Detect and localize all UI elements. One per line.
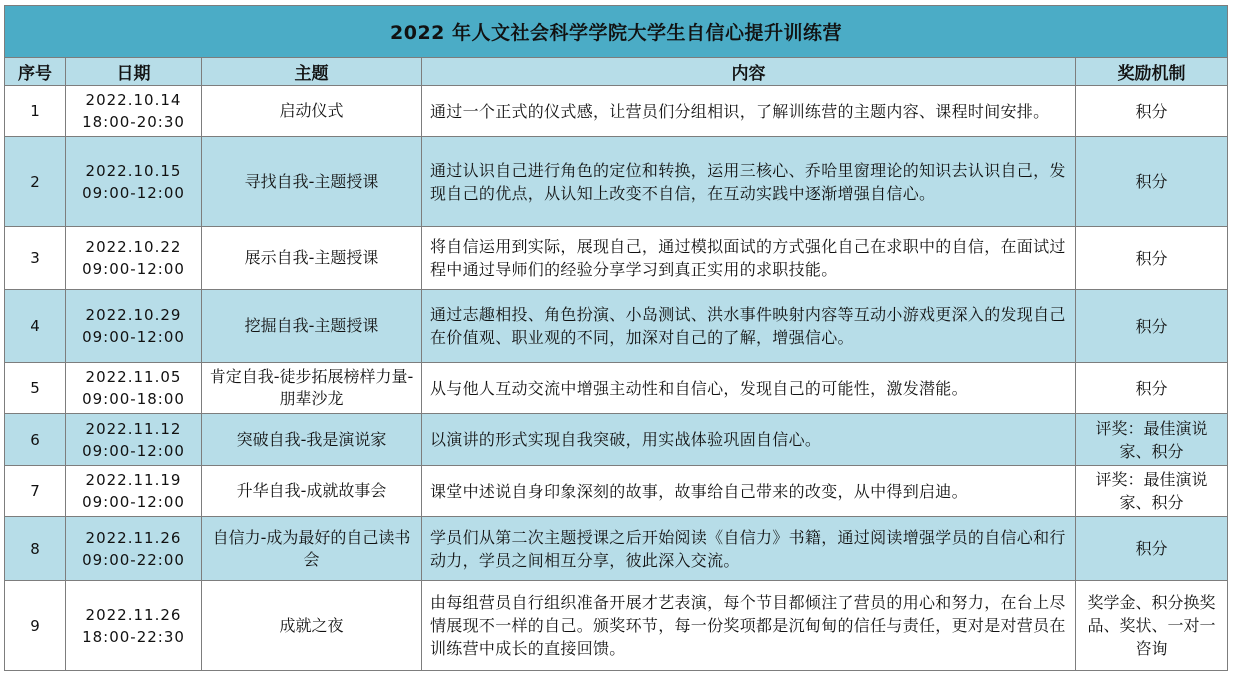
cell-content: 将自信运用到实际，展现自己，通过模拟面试的方式强化自己在求职中的自信，在面试过程中通过导师们的经验分享学习到真正实用的求职技能。: [422, 227, 1076, 290]
cell-reward: 积分: [1076, 86, 1228, 137]
cell-reward: 积分: [1076, 363, 1228, 414]
table-row: [5, 86, 1228, 137]
cell-date: [66, 227, 202, 290]
date-text: 2022.10.22: [85, 238, 182, 256]
cell-date: [66, 414, 202, 466]
cell-reward: 奖学金、积分换奖品、奖状、一对一咨询: [1076, 581, 1228, 671]
header-row: [5, 58, 1228, 86]
cell-topic: 升华自我-成就故事会: [202, 466, 422, 517]
date-text: 2022.10.14: [85, 91, 182, 109]
cell-content: 学员们从第二次主题授课之后开始阅读《自信力》书籍，通过阅读增强学员的自信心和行动力，学员之间相互分享，彼此深入交流。: [422, 517, 1076, 581]
cell-reward: 评奖：最佳演说家、积分: [1076, 414, 1228, 466]
date-text: 2022.11.26: [85, 528, 182, 547]
cell-topic: 自信力-成为最好的自己读书会: [202, 517, 422, 581]
schedule-table: [4, 5, 1228, 671]
date-text: 2022.10.29: [85, 306, 182, 324]
time-text: 09:00-12:00: [82, 493, 185, 511]
cell-reward: 积分: [1076, 290, 1228, 363]
table-title: 2022 年人文社会科学学院大学生自信心提升训练营: [5, 6, 1228, 58]
time-text: 18:00-20:30: [82, 113, 185, 131]
cell-topic: 启动仪式: [202, 86, 422, 137]
date-text: 2022.11.19: [85, 471, 182, 489]
cell-topic: 肯定自我-徒步拓展榜样力量-朋辈沙龙: [202, 363, 422, 414]
header-no: 序号: [5, 58, 66, 86]
table-row: [5, 414, 1228, 466]
cell-no: 7: [5, 466, 66, 517]
cell-content: 通过认识自己进行角色的定位和转换，运用三核心、乔哈里窗理论的知识去认识自己，发现自己的优点，从认知上改变不自信，在互动实践中逐渐增强自信心。: [422, 137, 1076, 227]
time-text: 09:00-12:00: [82, 183, 185, 202]
table-row: [5, 137, 1228, 227]
schedule-sheet: [4, 5, 1227, 671]
cell-reward: 积分: [1076, 137, 1228, 227]
table-row: [5, 466, 1228, 517]
cell-no: 9: [5, 581, 66, 671]
table-row: [5, 581, 1228, 671]
header-date: 日期: [66, 58, 202, 86]
cell-date: [66, 581, 202, 671]
date-text: 2022.11.12: [85, 419, 182, 438]
cell-reward: 积分: [1076, 517, 1228, 581]
header-reward: 奖励机制: [1076, 58, 1228, 86]
cell-topic: 挖掘自我-主题授课: [202, 290, 422, 363]
cell-no: 4: [5, 290, 66, 363]
cell-date: [66, 290, 202, 363]
cell-no: 6: [5, 414, 66, 466]
table-row: [5, 363, 1228, 414]
date-text: 2022.11.26: [85, 605, 182, 624]
cell-topic: 展示自我-主题授课: [202, 227, 422, 290]
time-text: 09:00-12:00: [82, 441, 185, 460]
cell-topic: 突破自我-我是演说家: [202, 414, 422, 466]
table-row: [5, 227, 1228, 290]
cell-date: [66, 517, 202, 581]
date-text: 2022.10.15: [85, 161, 182, 180]
table-row: [5, 517, 1228, 581]
cell-content: 通过一个正式的仪式感，让营员们分组相识，了解训练营的主题内容、课程时间安排。: [422, 86, 1076, 137]
cell-content: 以演讲的形式实现自我突破，用实战体验巩固自信心。: [422, 414, 1076, 466]
header-content: 内容: [422, 58, 1076, 86]
cell-reward: 积分: [1076, 227, 1228, 290]
cell-date: [66, 137, 202, 227]
cell-no: 1: [5, 86, 66, 137]
cell-date: [66, 466, 202, 517]
time-text: 09:00-22:00: [82, 550, 185, 569]
cell-topic: 寻找自我-主题授课: [202, 137, 422, 227]
header-topic: 主题: [202, 58, 422, 86]
cell-date: [66, 86, 202, 137]
cell-no: 2: [5, 137, 66, 227]
table-row: [5, 290, 1228, 363]
cell-topic: 成就之夜: [202, 581, 422, 671]
cell-no: 8: [5, 517, 66, 581]
cell-no: 5: [5, 363, 66, 414]
cell-reward: 评奖：最佳演说家、积分: [1076, 466, 1228, 517]
time-text: 09:00-12:00: [82, 260, 185, 278]
time-text: 09:00-12:00: [82, 328, 185, 346]
time-text: 09:00-18:00: [82, 390, 185, 408]
time-text: 18:00-22:30: [82, 627, 185, 646]
cell-content: 从与他人互动交流中增强主动性和自信心，发现自己的可能性，激发潜能。: [422, 363, 1076, 414]
cell-no: 3: [5, 227, 66, 290]
cell-date: [66, 363, 202, 414]
date-text: 2022.11.05: [85, 368, 182, 386]
cell-content: 课堂中述说自身印象深刻的故事，故事给自己带来的改变，从中得到启迪。: [422, 466, 1076, 517]
cell-content: 由每组营员自行组织准备开展才艺表演，每个节目都倾注了营员的用心和努力，在台上尽情展现不一样的自己。颁奖环节，每一份奖项都是沉甸甸的信任与责任，更对是对营员在训练营中成长的直接回馈。: [422, 581, 1076, 671]
cell-content: 通过志趣相投、角色扮演、小岛测试、洪水事件映射内容等互动小游戏更深入的发现自己在价值观、职业观的不同，加深对自己的了解，增强信心。: [422, 290, 1076, 363]
